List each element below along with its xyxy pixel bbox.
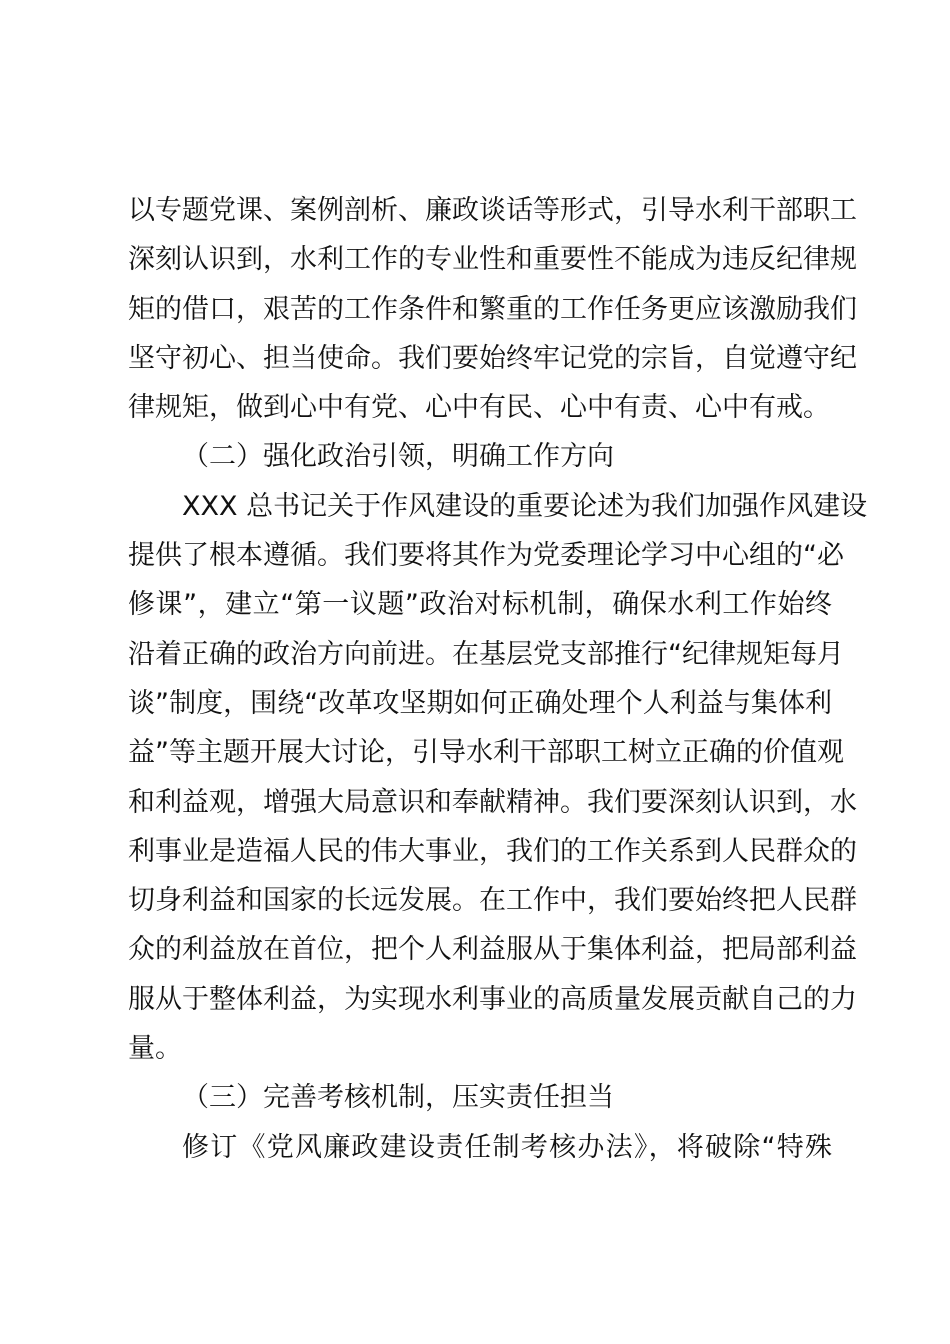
body-line: 服从于整体利益，为实现水利事业的高质量发展贡献自己的力 bbox=[128, 983, 857, 1015]
body-line: 切身利益和国家的长远发展。在工作中，我们要始终把人民群 bbox=[128, 885, 857, 917]
body-line: 以专题党课、案例剖析、廉政谈话等形式，引导水利干部职工 bbox=[128, 195, 857, 226]
body-line: 深刻认识到，水利工作的专业性和重要性不能成为违反纪律规 bbox=[128, 244, 857, 276]
body-line: 矩的借口，艰苦的工作条件和繁重的工作任务更应该激励我们 bbox=[128, 293, 857, 325]
body-line: 修课”，建立“第一议题”政治对标机制，确保水利工作始终 bbox=[128, 589, 832, 621]
body-line: 修订《党风廉政建设责任制考核办法》，将破除“特殊 bbox=[182, 1131, 832, 1163]
section-heading-2: （二）强化政治引领，明确工作方向 bbox=[182, 441, 614, 473]
body-line: 众的利益放在首位，把个人利益服从于集体利益，把局部利益 bbox=[128, 934, 857, 966]
body-line: 坚守初心、担当使命。我们要始终牢记党的宗旨，自觉遵守纪 bbox=[128, 342, 857, 374]
body-line: 量。 bbox=[128, 1033, 182, 1065]
body-line: 和利益观，增强大局意识和奉献精神。我们要深刻认识到，水 bbox=[128, 786, 857, 818]
section-heading-3: （三）完善考核机制，压实责任担当 bbox=[182, 1082, 614, 1114]
body-line: 谈”制度，围绕“改革攻坚期如何正确处理个人利益与集体利 bbox=[128, 687, 832, 719]
body-line: 律规矩，做到心中有党、心中有民、心中有责、心中有戒。 bbox=[128, 392, 830, 424]
body-line: 利事业是造福人民的伟大事业，我们的工作关系到人民群众的 bbox=[128, 835, 857, 867]
body-line: 提供了根本遵循。我们要将其作为党委理论学习中心组的“必 bbox=[128, 540, 844, 572]
body-line: 益”等主题开展大讨论，引导水利干部职工树立正确的价值观 bbox=[128, 737, 844, 769]
document-body bbox=[128, 186, 868, 1172]
body-line: 沿着正确的政治方向前进。在基层党支部推行“纪律规矩每月 bbox=[128, 638, 844, 670]
body-line: XXX 总书记关于作风建设的重要论述为我们加强作风建设 bbox=[182, 490, 868, 522]
